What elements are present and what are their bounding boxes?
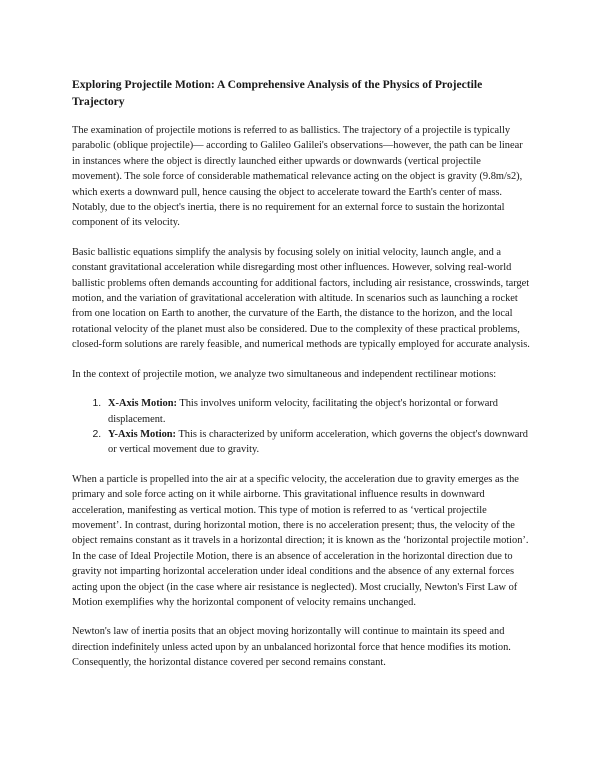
list-item-term: X-Axis Motion:	[108, 398, 177, 410]
paragraph-ballistics-intro: The examination of projectile motions is referred to as ballistics. The trajectory of a projectile is typically parabolic (oblique projectile)— according to Galileo Galilei's observations—however, the path can be linear in instances where the object is directly launched either upwards or downwards (vertical projectile movement). The sole force of considerable mathematical relevance acting on the object is gravity (9.8m/s2), which exerts a downward pull, hence causing the object to accelerate toward the Earth's center of mass. Notably, due to the object's inertia, there is no requirement for an external force to sustain the horizontal component of its velocity.	[72, 125, 523, 229]
paragraph-rectilinear-motions: In the context of projectile motion, we analyze two simultaneous and independent rectilinear motions:	[72, 368, 497, 380]
paragraph-gravity-acceleration: When a particle is propelled into the air at a specific velocity, the acceleration due to gravity emerges as the primary and sole force acting on it while airborne. This gravitational influence results in downward acceleration, manifesting as vertical motion. This type of motion is referred to as ‘vertical projectile movement’. In contrast, during horizontal motion, there is no acceleration present; thus, the velocity of the object remains constant as it travels in a horizontal direction; it is known as the ‘horizontal projectile motion’. In the case of Ideal Projectile Motion, there is an absence of acceleration in the horizontal direction due to gravity not imparting horizontal acceleration under ideal conditions and the absence of any external forces acting upon the object (in the case where air resistance is neglected). Most crucially, Newton's First Law of Motion exemplifies why the horizontal component of velocity remains unchanged.	[72, 473, 529, 608]
paragraph-ballistic-equations: Basic ballistic equations simplify the analysis by focusing solely on initial velocity, launch angle, and a constant gravitational acceleration while disregarding most other influences. However, solving real-world ballistic problems often demands accounting for additional factors, including air resistance, crosswinds, target motion, and the variation of gravitational acceleration with altitude. In scenarios such as launching a rocket from one location on Earth to another, the curvature of the Earth, the distance to the horizon, and the local rotational velocity of the planet must also be considered. Due to the complexity of these practical problems, closed-form solutions are rarely feasible, and numerical methods are typically employed for accurate analysis.	[72, 246, 530, 351]
list-item-y-axis	[104, 427, 532, 458]
motion-components-list	[72, 396, 532, 458]
list-item-term: Y-Axis Motion:	[108, 428, 177, 440]
list-item-text: This involves uniform velocity, facilitating the object's horizontal or forward displacement.	[108, 398, 498, 425]
document-page	[72, 76, 532, 685]
paragraph-newton-inertia: Newton's law of inertia posits that an object moving horizontally will continue to maintain its speed and direction indefinitely unless acted upon by an unbalanced horizontal force that hence modifies its motion. Consequently, the horizontal distance covered per second remains constant.	[72, 626, 511, 669]
document-title: Exploring Projectile Motion: A Comprehensive Analysis of the Physics of Projectile Trajectory	[72, 78, 483, 108]
list-item-text: This is characterized by uniform acceleration, which governs the object's downward or vertical movement due to gravity.	[108, 428, 528, 456]
list-item-x-axis	[104, 396, 532, 427]
